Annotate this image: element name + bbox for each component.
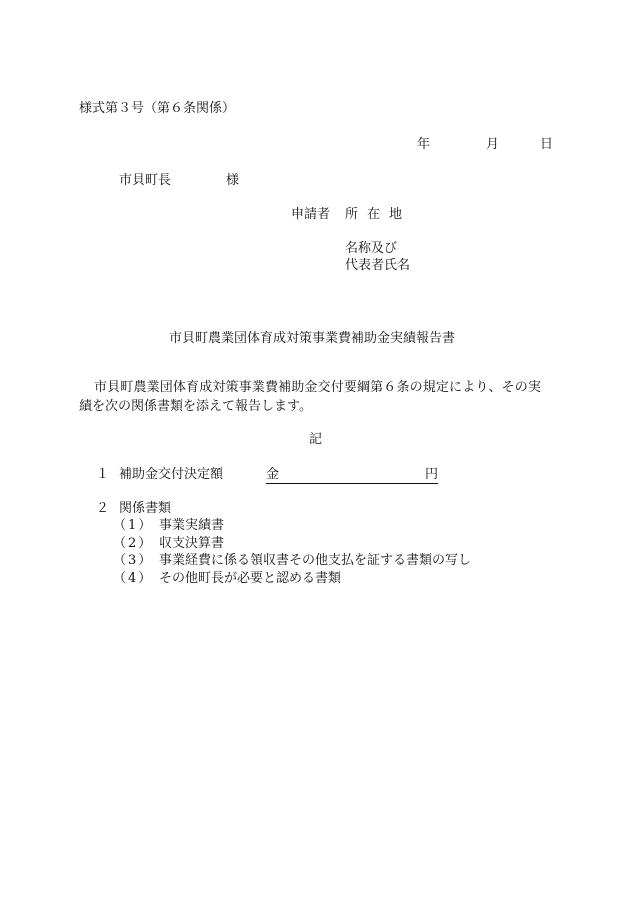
item2-label: 関係書類 xyxy=(119,501,172,516)
amount-suffix: 円 xyxy=(424,467,438,482)
name-label-line2: 代表者氏名 xyxy=(345,258,411,273)
body-text-line1: 市貝町農業団体育成対策事業費補助金交付要綱第６条の規定により、その実 xyxy=(94,380,542,395)
subitem-text: 事業経費に係る領収書その他支払を証する書類の写し xyxy=(159,553,472,568)
address-label: 所在地 xyxy=(345,207,412,222)
subitem-text: 事業実績書 xyxy=(159,518,225,533)
subitem-text: その他町長が必要と認める書類 xyxy=(159,571,342,586)
date-day-label: 日 xyxy=(540,137,554,152)
subitem-number: （4） xyxy=(113,571,154,586)
applicant-label: 申請者 xyxy=(291,207,331,222)
subitem-number: （2） xyxy=(113,536,154,551)
subitem-text: 収支決算書 xyxy=(159,536,225,551)
form-number: 様式第３号（第６条関係） xyxy=(79,101,236,116)
addressee-honorific: 様 xyxy=(226,173,240,188)
name-label-line1: 名称及び xyxy=(345,241,398,256)
amount-field xyxy=(266,466,438,484)
subitem-number: （3） xyxy=(113,553,154,568)
date-year-label: 年 xyxy=(417,137,431,152)
date-month-label: 月 xyxy=(486,137,500,152)
item1-label: 補助金交付決定額 xyxy=(119,467,224,482)
body-text-line2: 績を次の関係書類を添えて報告します。 xyxy=(79,399,312,414)
item1-number: １ xyxy=(96,467,110,482)
item2-number: ２ xyxy=(96,501,110,516)
amount-prefix: 金 xyxy=(266,467,280,482)
ki-heading: 記 xyxy=(309,432,323,447)
addressee-name: 市貝町長 xyxy=(119,173,172,188)
subitem-number: （1） xyxy=(113,518,154,533)
document-title: 市貝町農業団体育成対策事業費補助金実績報告書 xyxy=(169,331,456,346)
